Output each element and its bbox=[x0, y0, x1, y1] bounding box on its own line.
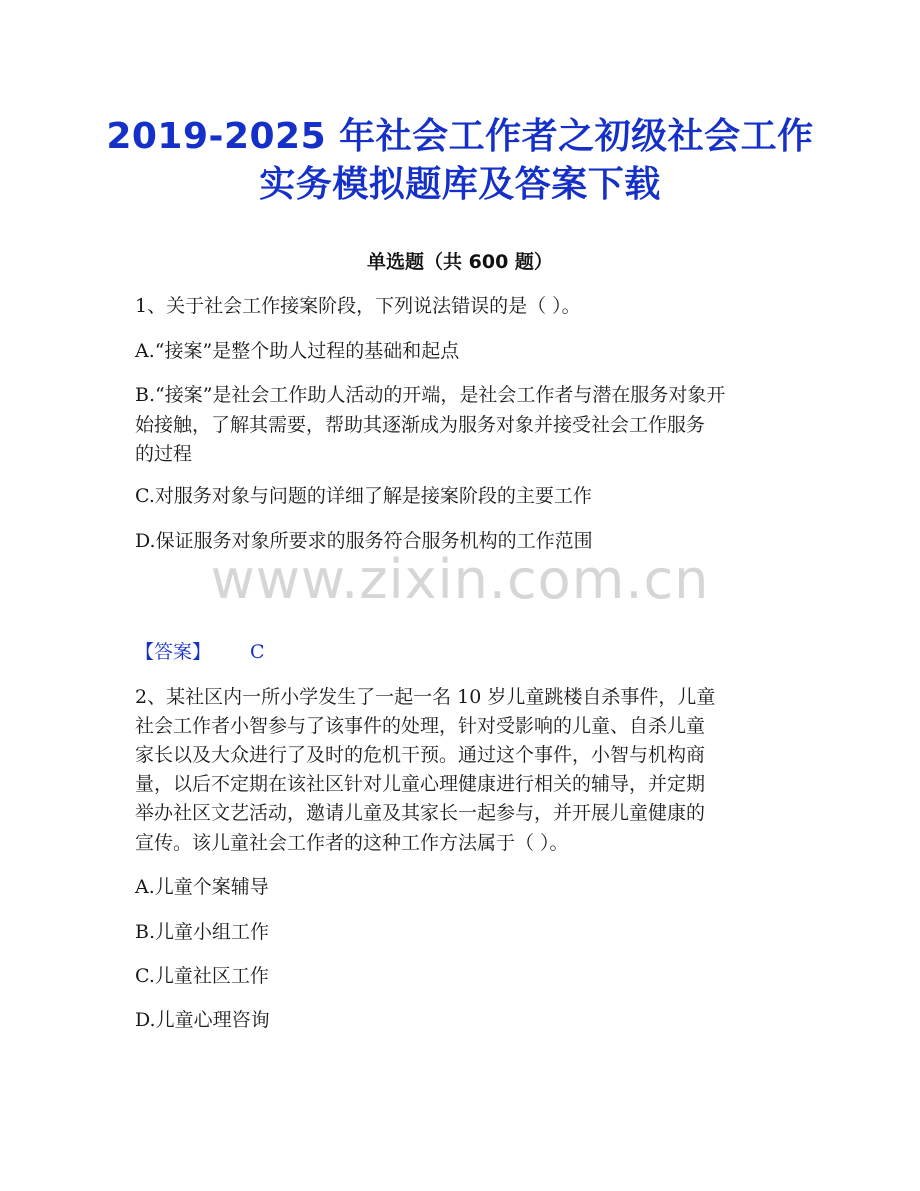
question-2-option-a: A.儿童个案辅导 bbox=[135, 876, 269, 898]
section-heading: 单选题（共 600 题） bbox=[367, 251, 553, 273]
stem-line-5: 举办社区文艺活动，邀请儿童及其家长一起参与，并开展儿童健康的 bbox=[135, 802, 706, 824]
option-b-line-2: 始接触，了解其需要，帮助其逐渐成为服务对象并接受社会工作服务 bbox=[135, 414, 706, 436]
option-b-line-1: B.“接案”是社会工作助人活动的开端，是社会工作者与潜在服务对象开 bbox=[135, 384, 726, 406]
stem-line-2: 社会工作者小智参与了该事件的处理，针对受影响的儿童、自杀儿童 bbox=[135, 715, 706, 737]
question-2-option-b: B.儿童小组工作 bbox=[135, 921, 270, 943]
question-1-stem: 1、关于社会工作接案阶段，下列说法错误的是（ ）。 bbox=[135, 295, 581, 317]
stem-line-6: 宣传。该儿童社会工作者的这种工作方法属于（ ）。 bbox=[135, 832, 569, 854]
stem-line-3: 家长以及大众进行了及时的危机干预。通过这个事件，小智与机构商 bbox=[135, 744, 706, 766]
answer-value: C bbox=[250, 641, 265, 663]
answer-label: 【答案】 bbox=[135, 641, 212, 663]
question-1-option-d: D.保证服务对象所要求的服务符合服务机构的工作范围 bbox=[135, 530, 593, 552]
question-1-option-a: A.“接案”是整个助人过程的基础和起点 bbox=[135, 340, 460, 362]
stem-line-4: 量，以后不定期在该社区针对儿童心理健康进行相关的辅导，并定期 bbox=[135, 773, 706, 795]
question-2-option-c: C.儿童社区工作 bbox=[135, 965, 269, 987]
document-title-line-2: 实务模拟题库及答案下载 bbox=[259, 164, 661, 205]
option-b-line-3: 的过程 bbox=[135, 443, 193, 465]
question-1-option-c: C.对服务对象与问题的详细了解是接案阶段的主要工作 bbox=[135, 485, 592, 507]
watermark: www.zixin.com.cn bbox=[210, 548, 710, 611]
document-title-line-1: 2019-2025 年社会工作者之初级社会工作 bbox=[106, 116, 814, 157]
question-2-option-d: D.儿童心理咨询 bbox=[135, 1009, 270, 1031]
stem-line-1: 2、某社区内一所小学发生了一起一名 10 岁儿童跳楼自杀事件，儿童 bbox=[135, 686, 716, 708]
